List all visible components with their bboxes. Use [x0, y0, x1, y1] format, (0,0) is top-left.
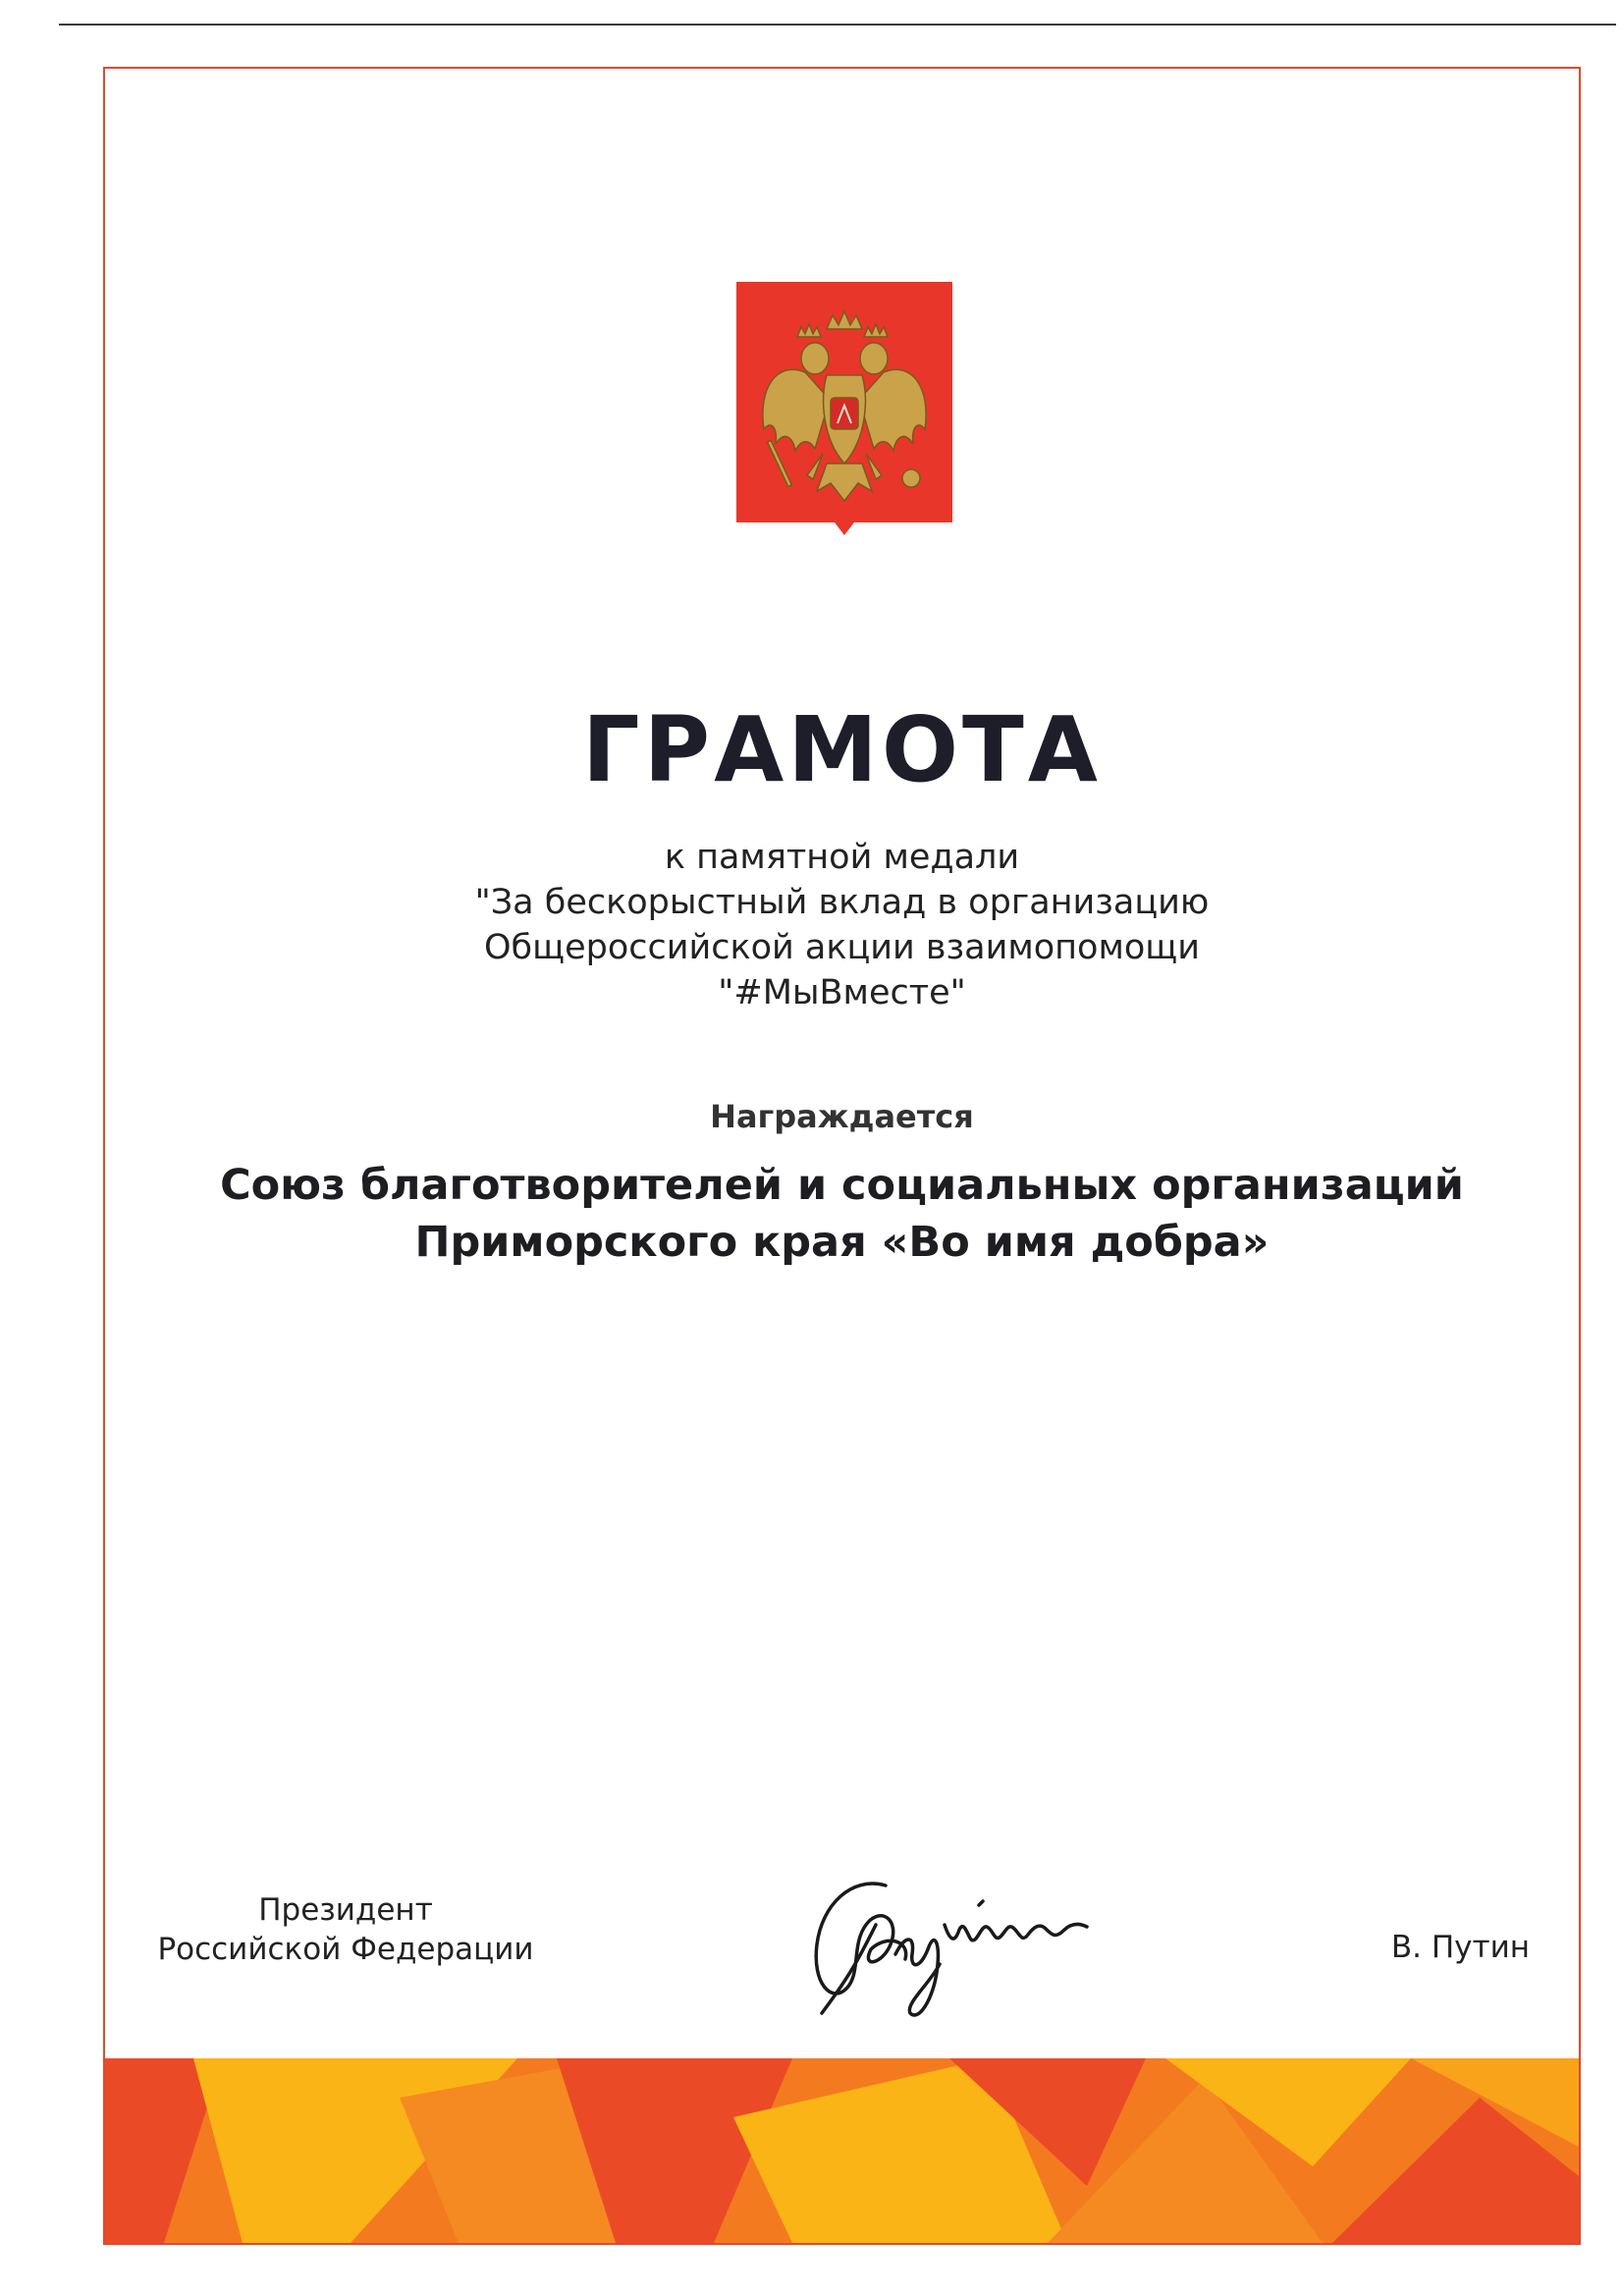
recipient-name	[105, 1157, 1579, 1271]
handwritten-signature-icon	[792, 1866, 1116, 2033]
russian-coat-of-arms-icon	[736, 282, 952, 535]
subtitle-line: "За бескорыстный вклад в организацию	[474, 883, 1210, 922]
scan-edge-line	[59, 24, 1616, 26]
medal-description	[105, 835, 1579, 1015]
decorative-band	[105, 2058, 1579, 2243]
certificate-title: ГРАМОТА	[582, 697, 1102, 802]
certificate-frame	[103, 67, 1581, 2245]
awarded-label: Награждается	[710, 1098, 974, 1135]
signatory-name: В. Путин	[1390, 1930, 1530, 1965]
position-line: Российской Федерации	[157, 1932, 534, 1967]
position-line: Президент	[258, 1892, 433, 1928]
recipient-line: Союз благотворителей и социальных организаций	[220, 1161, 1464, 1210]
subtitle-line: Общероссийской акции взаимопомощи	[483, 928, 1201, 967]
recipient-line: Приморского края «Во имя добра»	[414, 1218, 1270, 1267]
signatory-position	[135, 1890, 557, 1969]
subtitle-line: к памятной медали	[664, 838, 1020, 877]
subtitle-line: "#МыВместе"	[718, 973, 966, 1012]
